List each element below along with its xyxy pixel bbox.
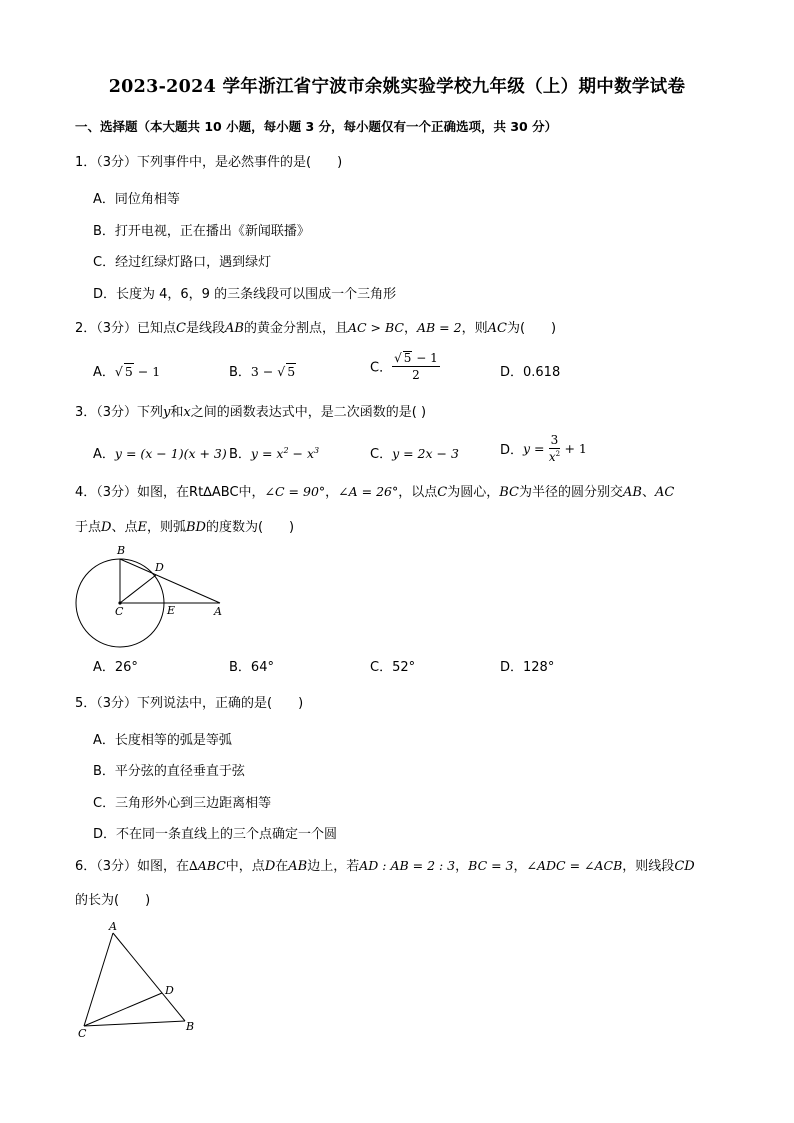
q4-option-b: B．64° [229,660,274,675]
q6-segment-cd [84,993,162,1026]
q2-option-a: A．√ 5 − 1 [93,364,161,380]
q6-segment-ac [84,933,113,1026]
q3-option-b: B．$y = x^2 - x^3$ [229,445,320,462]
q4-label-a: A [214,605,222,618]
q2-stem: 2．（3分）已知点C是线段AB的黄金分割点，且AC > BC，AB = 2，则AC为( ) [75,320,557,336]
q4-segment-ab [120,559,220,603]
q6-segment-cb [84,1021,185,1026]
q5-option-b: B．平分弦的直径垂直于弦 [93,764,245,779]
q5-option-d: D．不在同一条直线上的三个点确定一个圆 [93,827,338,842]
q3-stem: 3．（3分）下列y和x之间的函数表达式中，是二次函数的是( ) [75,405,427,420]
q4-label-c: C [115,605,124,618]
q4-stem-line1: 4．（3分）如图，在Rt∆ABC中，∠C = 90°，∠A = 26°，以点C为圆心，BC为半径的圆分别交AB、AC [75,484,675,500]
page-title: 2023-2024 学年浙江省宁波市余姚实验学校九年级（上）期中数学试卷 [108,77,686,97]
q4-option-d: D．128° [500,660,555,675]
q4-label-e: E [167,604,176,617]
q6-label-d: D [165,984,174,997]
q6-stem-line1: 6．（3分）如图，在∆ABC中，点D在AB边上，若AD : AB = 2 : 3，BC = 3，∠ADC = ∠ACB，则线段CD [75,858,695,874]
q1-option-b: B．打开电视，正在播出《新闻联播》 [93,224,310,239]
q4-label-d: D [155,561,164,574]
q5-stem: 5．（3分）下列说法中，正确的是( ) [75,696,304,711]
q5-option-c: C．三角形外心到三边距离相等 [93,796,272,811]
q4-figure [70,540,230,655]
q6-label-a: A [109,920,117,933]
q5-option-a: A．长度相等的弧是等弧 [93,733,232,748]
q3-option-d: D．y = $\frac{3}{x^2}$ + 1 [500,433,587,464]
q6-label-b: B [186,1020,195,1033]
q6-label-c: C [78,1027,87,1040]
q2-option-d: D．0.618 [500,365,561,380]
q1-stem: 1．（3分）下列事件中，是必然事件的是( ) [75,155,343,170]
section-heading: 一、选择题（本大题共 10 小题，每小题 3 分，每小题仅有一个正确选项，共 30 分） [75,119,558,134]
q2-option-c: C． $\frac{√ 5 - 1}{2}$ [370,351,438,382]
q4-option-a: A．26° [93,660,138,675]
q1-option-a: A．同位角相等 [93,192,180,207]
q4-label-b: B [117,544,126,557]
q3-option-a: A．y = (x − 1)(x + 3) [93,446,227,462]
q6-stem-line2: 的长为( ) [75,893,151,908]
q1-option-d: D．长度为 4，6，9 的三条线段可以围成一个三角形 [93,287,397,302]
q3-option-c: C．y = 2x − 3 [370,446,459,462]
q4-segment-cd [120,575,156,603]
q2-option-b: B．3 − √ 5 [229,364,296,380]
q4-stem-line2: 于点D、点E，则弧BD的度数为( ) [75,520,295,535]
q1-option-c: C．经过红绿灯路口，遇到绿灯 [93,255,272,270]
q6-segment-ab [113,933,185,1021]
q4-option-c: C．52° [370,660,416,675]
q6-figure [70,920,205,1042]
